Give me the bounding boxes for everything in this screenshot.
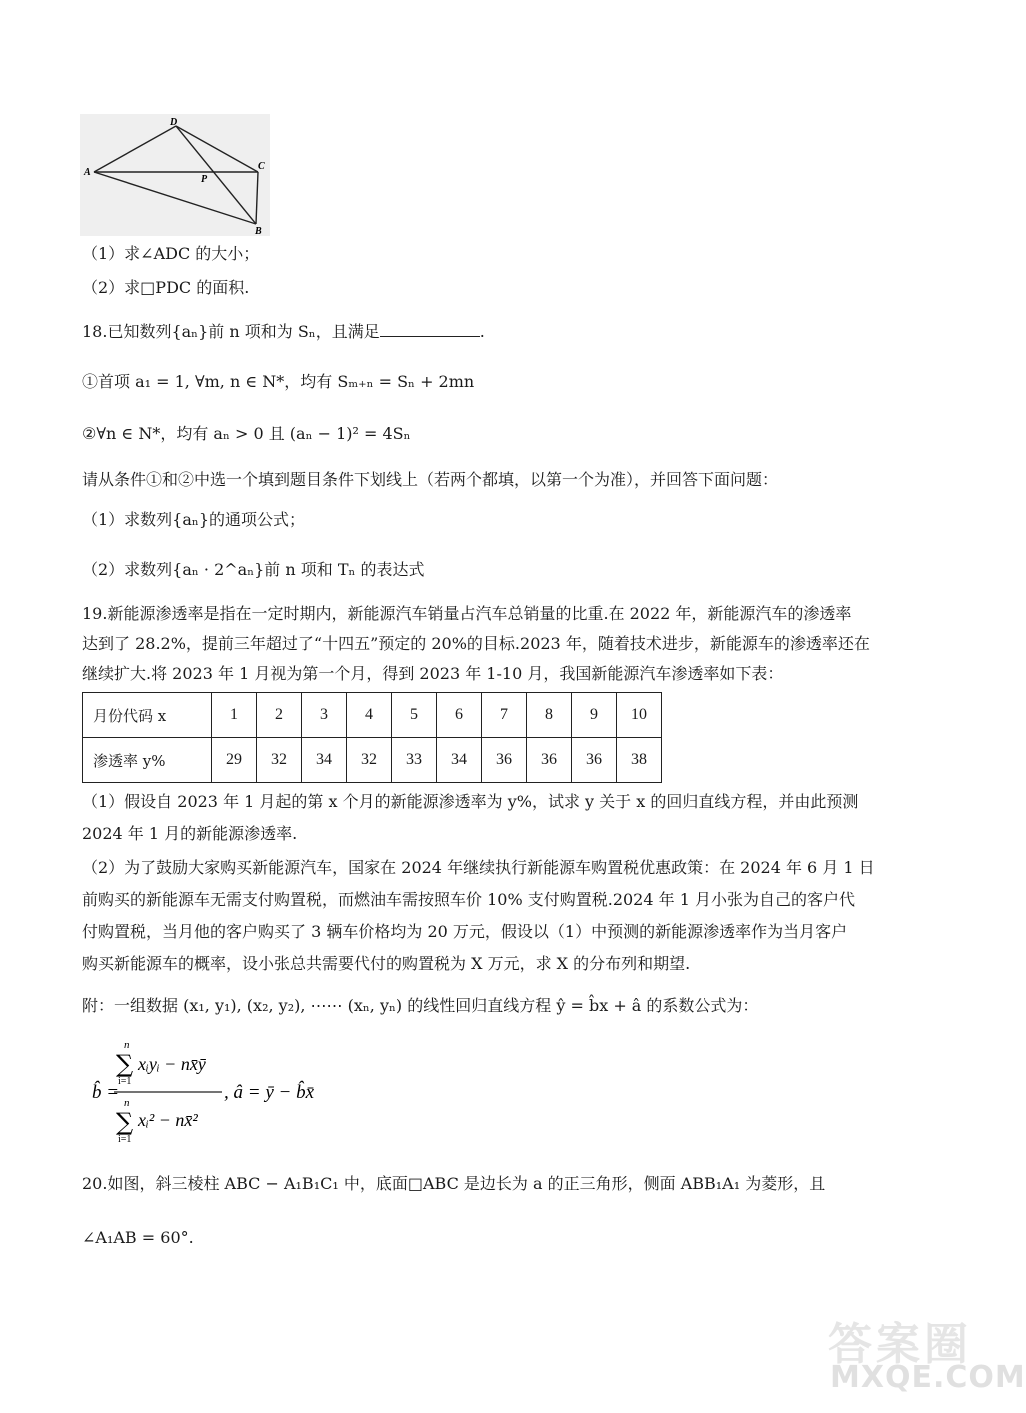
q19-para-line2: 达到了 28.2%，提前三年超过了“十四五”预定的 20%的目标.2023 年，随着技术进步，新能源车的渗透率还在 <box>82 634 870 653</box>
cell-y: 36 <box>572 738 617 783</box>
label-a: A <box>84 167 91 178</box>
q18-condition-2: ②∀n ∈ N*，均有 aₙ > 0 且 (aₙ − 1)² = 4Sₙ <box>82 424 411 443</box>
q18-part1: （1）求数列{aₙ}的通项公式； <box>82 510 306 529</box>
sum-bottom-den: i=1 <box>118 1134 132 1145</box>
q19-para-line3: 继续扩大.将 2023 年 1 月视为第一个月，得到 2023 年 1-10 月，我国新能源汽车渗透率如下表： <box>82 664 784 683</box>
label-b: B <box>255 226 262 237</box>
cell-x: 4 <box>347 693 392 738</box>
q19-part1-line2: 2024 年 1 月的新能源渗透率. <box>82 824 298 843</box>
row-label-x: 月份代码 x <box>83 693 212 738</box>
q17-part1: （1）求∠ADC 的大小； <box>82 244 260 263</box>
answer-blank <box>380 320 480 337</box>
geometry-figure <box>80 114 270 236</box>
b-hat-label: b̂ = <box>92 1082 120 1103</box>
sum-top-num: n <box>124 1039 130 1051</box>
denominator: xᵢ² − nx̄² <box>138 1110 198 1130</box>
table-row-y <box>83 738 662 783</box>
cell-y: 32 <box>257 738 302 783</box>
q19-appendix: 附：一组数据 (x₁, y₁), (x₂, y₂), ⋯⋯ (xₙ, yₙ) 的线性回归直线方程 ŷ = b̂x + â 的系数公式为： <box>82 996 759 1015</box>
q19-part2-line3: 付购置税，当月他的客户购买了 3 辆车价格均为 20 万元，假设以（1）中预测的新能源渗透率作为当月客户 <box>82 922 848 941</box>
cell-x: 7 <box>482 693 527 738</box>
cell-x: 9 <box>572 693 617 738</box>
cell-x: 3 <box>302 693 347 738</box>
cell-y: 29 <box>212 738 257 783</box>
sum-symbol-num: ∑ <box>116 1050 134 1078</box>
q19-para-line1: 19.新能源渗透率是指在一定时期内，新能源汽车销量占汽车总销量的比重.在 2022 年，新能源汽车的渗透率 <box>82 604 852 623</box>
cell-x: 10 <box>617 693 662 738</box>
label-p: P <box>201 174 208 185</box>
triangle-diagram <box>80 114 270 236</box>
sum-top-den: n <box>124 1097 130 1109</box>
watermark-logo <box>818 1308 1026 1403</box>
cell-x: 1 <box>212 693 257 738</box>
q18-condition-1: ①首项 a₁ = 1, ∀m, n ∈ N*，均有 Sₘ₊ₙ = Sₙ + 2mn <box>82 372 475 391</box>
cell-x: 8 <box>527 693 572 738</box>
q19-part2-line4: 购买新能源车的概率，设小张总共需要代付的购置税为 X 万元，求 X 的分布列和期望. <box>82 954 691 973</box>
a-hat-expression: , â = ȳ − b̂x̄ <box>224 1082 315 1103</box>
sum-symbol-den: ∑ <box>116 1108 134 1136</box>
sum-bottom-num: i=1 <box>118 1076 132 1087</box>
label-c: C <box>258 161 265 172</box>
cell-y: 34 <box>302 738 347 783</box>
penetration-table <box>82 692 662 783</box>
regression-formula <box>92 1040 332 1150</box>
q20-line1: 20.如图，斜三棱柱 ABC − A₁B₁C₁ 中，底面□ABC 是边长为 a 的正三角形，侧面 ABB₁A₁ 为菱形，且 <box>82 1174 826 1193</box>
cell-y: 34 <box>437 738 482 783</box>
cell-x: 6 <box>437 693 482 738</box>
cell-y: 36 <box>482 738 527 783</box>
q17-part2: （2）求□PDC 的面积. <box>82 278 250 297</box>
table-row-x <box>83 693 662 738</box>
formula-svg <box>92 1040 332 1150</box>
q18-stem-suffix: . <box>479 322 485 341</box>
watermark-url: MXQE.COM <box>830 1360 1026 1395</box>
q18-stem-prefix: 18.已知数列{aₙ}前 n 项和为 Sₙ，且满足 <box>82 322 380 341</box>
q18-part2: （2）求数列{aₙ · 2^aₙ}前 n 项和 Tₙ 的表达式 <box>82 560 425 579</box>
cell-x: 2 <box>257 693 302 738</box>
q18-stem <box>82 320 485 344</box>
watermark-cn: 答案圈 <box>828 1319 972 1370</box>
cell-y: 32 <box>347 738 392 783</box>
cell-y: 33 <box>392 738 437 783</box>
row-label-y: 渗透率 y% <box>83 738 212 783</box>
numerator: xᵢyᵢ − nx̄ȳ <box>138 1054 206 1074</box>
cell-x: 5 <box>392 693 437 738</box>
q19-part2-line1: （2）为了鼓励大家购买新能源汽车，国家在 2024 年继续执行新能源车购置税优惠政策：在 2024 年 6 月 1 日 <box>82 858 875 877</box>
q19-part1-line1: （1）假设自 2023 年 1 月起的第 x 个月的新能源渗透率为 y%，试求 y 关于 x 的回归直线方程，并由此预测 <box>82 792 859 811</box>
label-d: D <box>170 117 178 128</box>
cell-y: 36 <box>527 738 572 783</box>
cell-y: 38 <box>617 738 662 783</box>
q19-part2-line2: 前购买的新能源车无需支付购置税，而燃油车需按照车价 10% 支付购置税.2024 年 1 月小张为自己的客户代 <box>82 890 855 909</box>
q18-instruction: 请从条件①和②中选一个填到题目条件下划线上（若两个都填，以第一个为准），并回答下面问题： <box>82 470 779 489</box>
q20-line2: ∠A₁AB = 60°. <box>82 1228 194 1247</box>
